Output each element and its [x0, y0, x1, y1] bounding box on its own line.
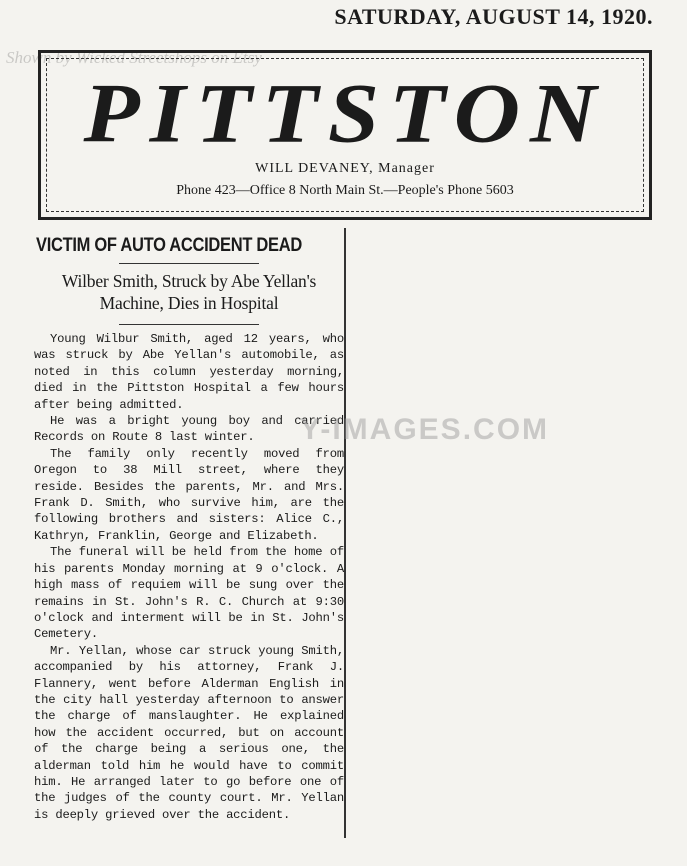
- deck-divider: [119, 324, 259, 325]
- headline-divider: [119, 263, 259, 264]
- article-deck-line-1: Wilber Smith, Struck by Abe Yellan's: [61, 271, 317, 291]
- paragraph: The family only recently moved from Oregon to 38 Mill street, where they reside. Besides the parents, Mr. and Mrs. Frank D. Smith, who survive him, are the following brothers and sisters: Alice C., Kathryn, Franklin, George and Elizabeth.: [34, 446, 344, 543]
- column-rule: [344, 228, 346, 838]
- image-watermark: Y-IMAGES.COM: [300, 413, 550, 446]
- article-column: [30, 228, 348, 858]
- dateline: SATURDAY, AUGUST 14, 1920.: [334, 4, 653, 29]
- masthead: [38, 50, 652, 220]
- paragraph: Mr. Yellan, whose car struck young Smith, accompanied by his attorney, Frank J. Flannery, went before Alderman English in the city hall yesterday afternoon to answer the charge of manslaughter. He explained how the accident occurred, but on account of the charge being a serious one, the alderman told him he would have to commit him. He arranged later to go before one of the judges of the county court. Mr. Yellan is deeply grieved over the accident.: [34, 643, 344, 822]
- article-deck-line-2: Machine, Dies in Hospital: [99, 293, 279, 313]
- paragraph: He was a bright young boy and carried Records on Route 8 last winter.: [34, 414, 344, 445]
- masthead-title: PITTSTON: [83, 66, 607, 160]
- paragraph: Young Wilbur Smith, aged 12 years, who was struck by Abe Yellan's automobile, as noted in this column yesterday morning, died in the Pittston Hospital a few hours after being admitted.: [34, 332, 344, 412]
- manager-line: WILL DEVANEY, Manager: [255, 161, 435, 176]
- article-body: [30, 331, 348, 823]
- contact-line: Phone 423—Office 8 North Main St.—People's Phone 5603: [176, 183, 514, 198]
- paragraph: The funeral will be held from the home of his parents Monday morning at 9 o'clock. A high mass of requiem will be sung over the remains in St. John's R. C. Church at 9:30 o'clock and interment will be in St. John's Cemetery.: [34, 545, 344, 642]
- seller-watermark: Shown by Wicked Streetshops on Etsy: [6, 48, 262, 67]
- article-headline: VICTIM OF AUTO ACCIDENT DEAD: [36, 234, 302, 256]
